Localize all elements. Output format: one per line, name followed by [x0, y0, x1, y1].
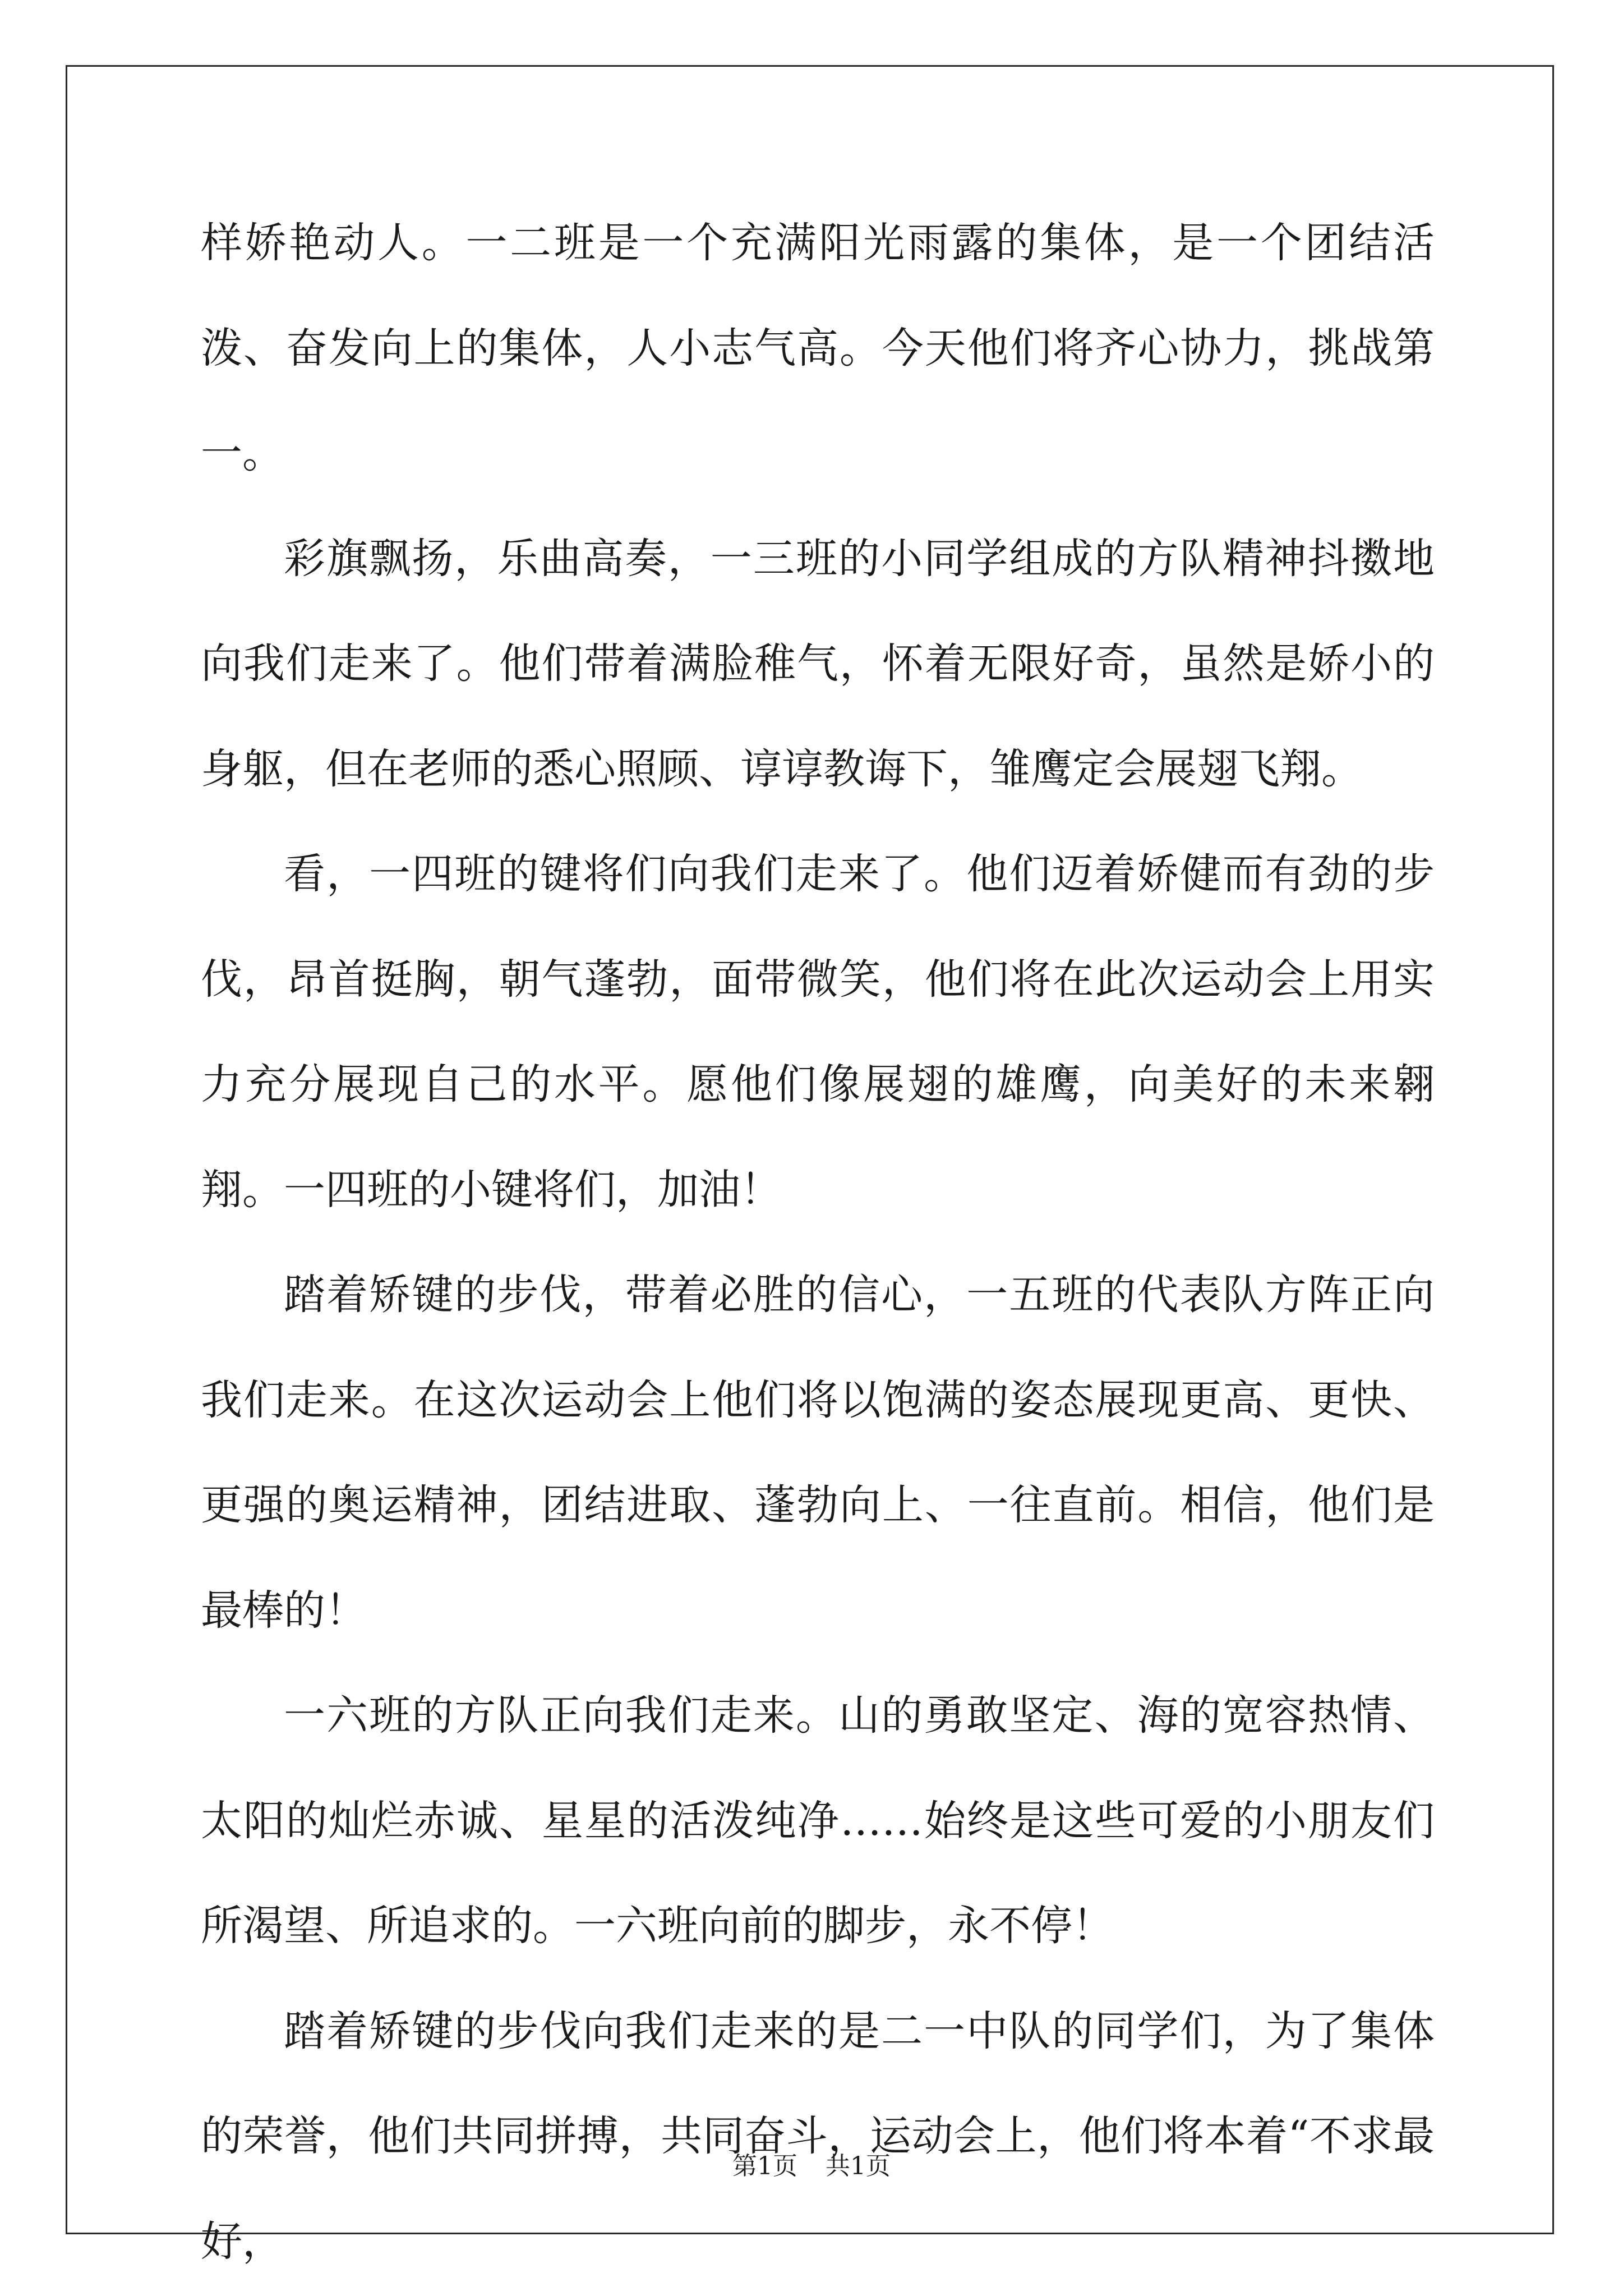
document-body: [201, 191, 1435, 2294]
paragraph: 看，一四班的键将们向我们走来了。他们迈着娇健而有劲的步伐，昂首挺胸，朝气蓬勃，面带微笑，他们将在此次运动会上用实力充分展现自己的水平。愿他们像展翅的雄鹰，向美好的未来翱翔。一四班的小键将们，加油！: [201, 850, 1435, 1214]
paragraph: 样娇艳动人。一二班是一个充满阳光雨露的集体，是一个团结活泼、奋发向上的集体，人小志气高。今天他们将齐心协力，挑战第一。: [201, 219, 1435, 477]
paragraph: 彩旗飘扬，乐曲高奏，一三班的小同学组成的方队精神抖擞地向我们走来了。他们带着满脸稚气，怀着无限好奇，虽然是娇小的身躯，但在老师的悉心照顾、谆谆教诲下，雏鹰定会展翅飞翔。: [201, 534, 1435, 793]
page-footer: [0, 2153, 1623, 2180]
paragraph: 踏着矫键的步伐向我们走来的是二一中队的同学们，为了集体的荣誉，他们共同拼搏，共同奋斗，运动会上，他们将本着“不求最好，: [201, 2007, 1435, 2266]
paragraph: 踏着矫键的步伐，带着必胜的信心，一五班的代表队方阵正向我们走来。在这次运动会上他们将以饱满的姿态展现更高、更快、更强的奥运精神，团结进取、蓬勃向上、一往直前。相信，他们是最棒的！: [201, 1271, 1435, 1635]
paragraph: 一六班的方队正向我们走来。山的勇敢坚定、海的宽容热情、太阳的灿烂赤诚、星星的活泼纯净……始终是这些可爱的小朋友们所渴望、所追求的。一六班向前的脚步，永不停！: [201, 1691, 1435, 1950]
page-number: 第1页: [732, 2152, 797, 2180]
page-total: 共1页: [826, 2152, 891, 2180]
